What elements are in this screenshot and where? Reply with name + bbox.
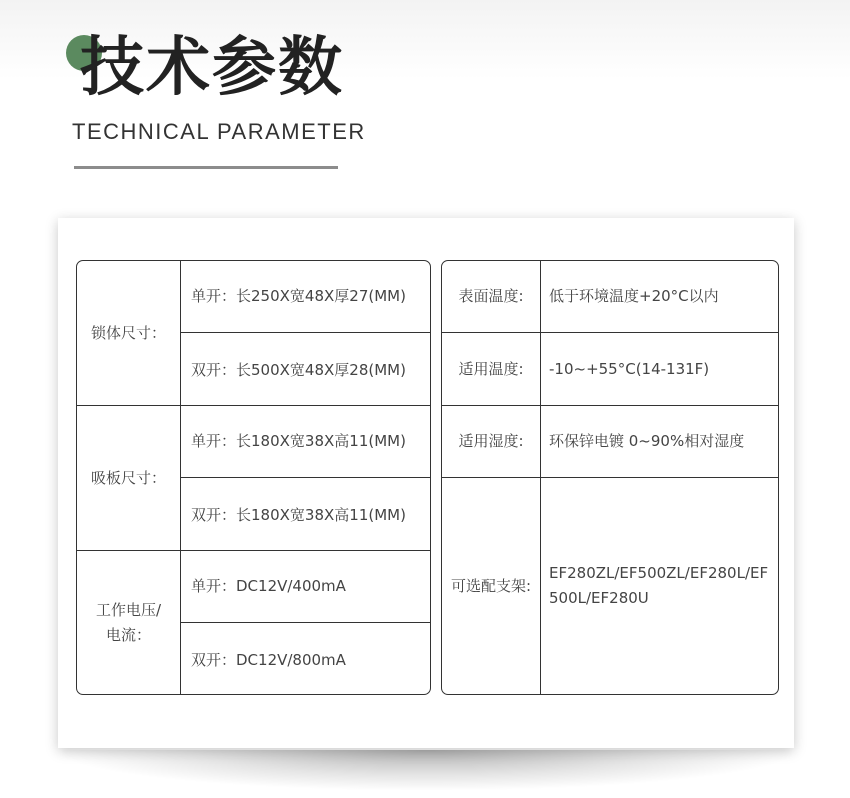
card-shadow [62,750,792,790]
lock-body-size-single: 单开：长250X宽48X厚27(MM) [181,261,430,333]
voltage-current-values [181,551,430,694]
armature-plate-size-single: 单开：长180X宽38X高11(MM) [181,406,430,478]
operating-humidity-label: 适用湿度: [458,432,524,450]
voltage-current-double: 双开：DC12V/800mA [191,650,346,669]
title-underline [74,166,338,169]
left-spec-table [76,260,431,695]
page-subtitle: TECHNICAL PARAMETER [72,119,366,144]
optional-bracket-label: 可选配支架: [450,576,532,595]
lock-body-size-label [77,261,180,405]
armature-plate-size-double: 双开：长180X宽38X高11(MM) [191,505,406,524]
operating-temperature-value: -10~+55°C(14-131F) [549,359,710,378]
optional-bracket-models: EF280ZL/EF500ZL/EF280L/EF500L/EF280U [549,564,769,607]
surface-temperature-value: 低于环境温度+20°C以内 [549,287,719,305]
lock-body-size-values [181,261,430,405]
armature-plate-size-label [77,406,180,550]
page-title: 技术参数 [80,31,344,105]
voltage-current-label [77,551,180,694]
voltage-current-label-text: 工作电压/电流： [95,600,162,644]
lock-body-size-label-text: 锁体尺寸： [90,323,166,342]
voltage-current-single: 单开：DC12V/400mA [181,551,430,623]
surface-temperature-label: 表面温度: [458,287,524,305]
armature-plate-size-values [181,406,430,550]
operating-temperature-label: 适用温度: [458,359,524,378]
operating-humidity-value: 环保锌电镀 0~90%相对湿度 [549,432,745,450]
right-spec-table [441,260,779,695]
armature-plate-size-label-text: 吸板尺寸： [90,468,166,487]
optional-bracket-value [541,478,778,694]
lock-body-size-double: 双开：长500X宽48X厚28(MM) [191,360,406,379]
spec-card [58,218,794,748]
